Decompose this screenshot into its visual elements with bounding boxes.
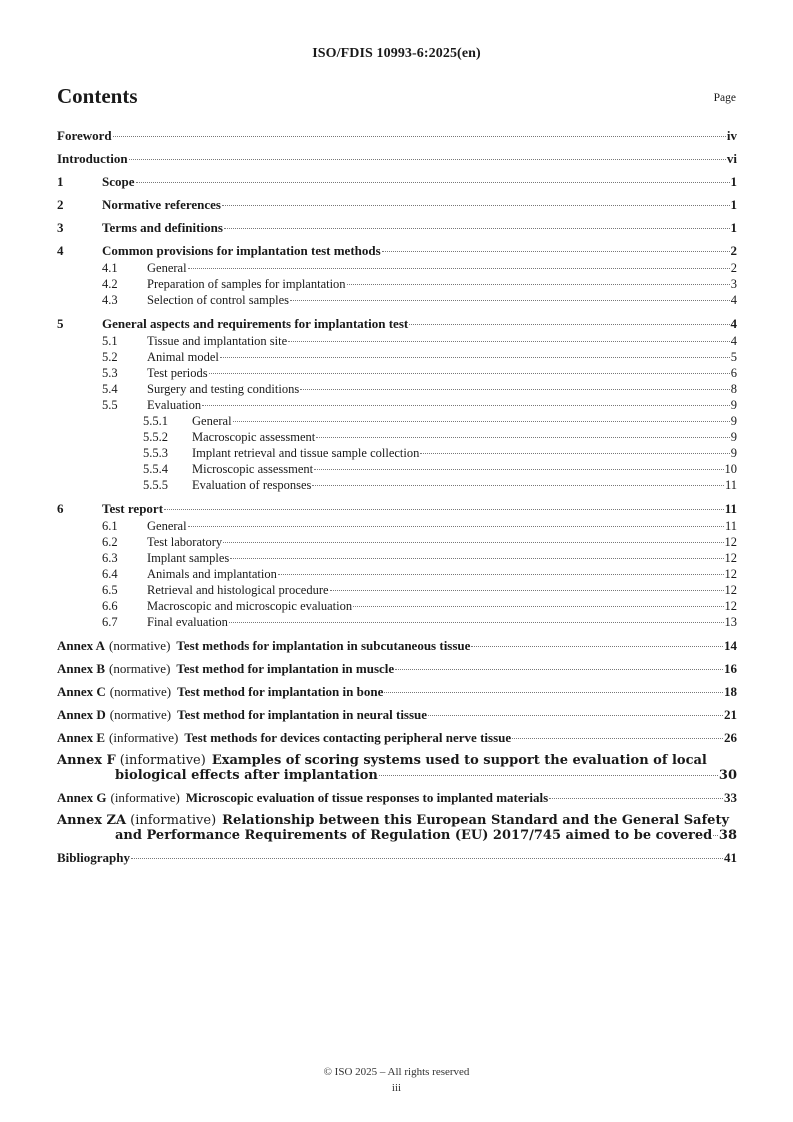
toc-entry-page: 3	[730, 277, 737, 291]
toc-entry-page: 14	[724, 638, 737, 653]
toc-entry-6-3[interactable]	[57, 551, 737, 567]
toc-entry-page: 26	[724, 730, 737, 745]
toc-entry-title: Microscopic assessment	[192, 462, 314, 476]
dot-leader	[202, 405, 730, 406]
annex-type: (normative)	[109, 638, 171, 653]
toc-entry-annex-a[interactable]	[57, 638, 737, 661]
toc-entry-5-1[interactable]	[57, 334, 737, 350]
toc-entry-5-2[interactable]	[57, 350, 737, 366]
annex-type: (informative)	[110, 790, 180, 805]
toc-entry-normative-references[interactable]	[57, 197, 737, 220]
dot-leader	[549, 798, 723, 799]
toc-entry-number: 6.3	[102, 551, 118, 565]
dot-leader	[379, 775, 718, 776]
toc-entry-page: vi	[726, 151, 737, 166]
toc-entry-page: 1	[730, 220, 737, 235]
toc-entry-number: 1	[57, 174, 64, 189]
annex-type: (informative)	[109, 730, 179, 745]
contents-title: Contents	[57, 84, 138, 108]
dot-leader	[384, 692, 723, 693]
toc-entry-title: Test periods	[147, 366, 208, 380]
toc-entry-title-line1: Examples of scoring systems used to support the evaluation of local	[211, 753, 707, 768]
annex-type: (normative)	[109, 661, 171, 676]
dot-leader	[471, 646, 723, 647]
toc-entry-annex-g[interactable]	[57, 790, 737, 813]
toc-entry-number: 4	[57, 243, 64, 258]
toc-entry-title: Implant samples	[147, 551, 230, 565]
toc-entry-title: Test report	[102, 501, 164, 516]
dot-leader	[164, 509, 724, 510]
dot-leader	[131, 858, 723, 859]
toc-entry-page: 11	[724, 478, 737, 492]
annex-label: Annex C	[57, 684, 106, 699]
dot-leader	[330, 590, 724, 591]
toc-entry-page: 12	[724, 567, 737, 581]
toc-entry-annex-d[interactable]	[57, 707, 737, 730]
toc-entry-5-5-2[interactable]	[57, 430, 737, 446]
toc-entry-page: 12	[724, 551, 737, 565]
toc-entry-page: 12	[724, 583, 737, 597]
toc-entry-title-line1: Relationship between this European Standard and the General Safety	[222, 813, 729, 828]
toc-entry-page: iv	[726, 128, 737, 143]
toc-entry-6-2[interactable]	[57, 535, 737, 551]
dot-leader	[288, 341, 730, 342]
toc-entry-5-5-3[interactable]	[57, 446, 737, 462]
toc-entry-annex-f[interactable]	[57, 753, 737, 783]
toc-entry-number: 5.5.1	[143, 414, 168, 428]
toc-entry-page: 9	[730, 430, 737, 444]
toc-entry-number: 6.5	[102, 583, 118, 597]
toc-entry-number: 4.3	[102, 293, 118, 307]
annex-type: (normative)	[109, 707, 172, 722]
toc-entry-title: Macroscopic and microscopic evaluation	[147, 599, 353, 613]
toc-entry-introduction[interactable]	[57, 151, 737, 174]
toc-entry-page: 9	[730, 446, 737, 460]
toc-entry-page: 9	[730, 398, 737, 412]
dot-leader	[220, 357, 730, 358]
toc-entry-number: 4.1	[102, 261, 118, 275]
toc-entry-title: Selection of control samples	[147, 293, 289, 307]
toc-entry-title: Animals and implantation	[147, 567, 277, 581]
dot-leader	[420, 453, 729, 454]
toc-entry-foreword[interactable]	[57, 128, 737, 151]
dot-leader	[188, 268, 730, 269]
toc-entry-number: 5.5.2	[143, 430, 168, 444]
dot-leader	[230, 558, 723, 559]
toc-entry-page: 4	[730, 334, 737, 348]
toc-entry-6-6[interactable]	[57, 599, 737, 615]
toc-entry-bibliography[interactable]	[57, 850, 737, 873]
toc-entry-title: Evaluation of responses	[192, 478, 312, 492]
toc-entry-page: 2	[730, 261, 737, 275]
dot-leader	[713, 835, 718, 836]
dot-leader	[382, 251, 730, 252]
toc-entry-title: Bibliography	[57, 850, 130, 865]
dot-leader	[347, 284, 730, 285]
dot-leader	[188, 526, 724, 527]
dot-leader	[353, 606, 723, 607]
toc-entry-6-7[interactable]	[57, 615, 737, 638]
toc-entry-title: General	[192, 414, 232, 428]
toc-entry-title: Test laboratory	[147, 535, 223, 549]
table-of-contents	[57, 128, 737, 873]
toc-entry-title: Common provisions for implantation test methods	[102, 243, 381, 258]
toc-entry-title: Tissue and implantation site	[147, 334, 288, 348]
toc-entry-5-5[interactable]	[57, 398, 737, 414]
page-column-label: Page	[713, 92, 736, 104]
toc-entry-page: 30	[718, 768, 737, 783]
toc-entry-page: 11	[724, 519, 737, 533]
dot-leader	[136, 182, 730, 183]
toc-entry-page: 38	[718, 828, 737, 843]
toc-entry-page: 1	[730, 197, 737, 212]
toc-entry-title: Terms and definitions	[102, 220, 223, 235]
toc-entry-number: 6.7	[102, 615, 118, 629]
document-id-header: ISO/FDIS 10993-6:2025(en)	[312, 46, 481, 61]
toc-entry-title: Test method for implantation in neural tissue	[177, 707, 428, 722]
toc-entry-page: 41	[724, 850, 737, 865]
toc-entry-title: Retrieval and histological procedure	[147, 583, 329, 597]
page-number: iii	[391, 1082, 402, 1094]
toc-entry-title: Surgery and testing conditions	[147, 382, 300, 396]
dot-leader	[300, 389, 730, 390]
toc-entry-6-1[interactable]	[57, 519, 737, 535]
toc-entry-5-5-4[interactable]	[57, 462, 737, 478]
toc-entry-number: 5.2	[102, 350, 118, 364]
toc-entry-annex-e[interactable]	[57, 730, 737, 753]
dot-leader	[229, 622, 724, 623]
dot-leader	[222, 205, 730, 206]
toc-entry-6-4[interactable]	[57, 567, 737, 583]
annex-label: Annex B	[57, 661, 106, 676]
toc-entry-5-5-5[interactable]	[57, 478, 737, 501]
annex-type: (normative)	[109, 684, 172, 699]
toc-entry-number: 5.5.3	[143, 446, 168, 460]
dot-leader	[316, 437, 730, 438]
toc-entry-title: General	[147, 261, 187, 275]
toc-entry-annex-b[interactable]	[57, 661, 737, 684]
toc-entry-page: 9	[730, 414, 737, 428]
toc-entry-5-5-1[interactable]	[57, 414, 737, 430]
toc-entry-page: 5	[730, 350, 737, 364]
annex-type: (informative)	[119, 753, 206, 768]
dot-leader	[512, 738, 723, 739]
toc-entry-page: 10	[724, 462, 737, 476]
toc-entry-page: 18	[724, 684, 737, 699]
toc-entry-page: 4	[730, 293, 737, 307]
toc-entry-title: General aspects and requirements for implantation test	[102, 316, 409, 331]
toc-entry-number: 6	[57, 501, 64, 516]
toc-entry-number: 5.3	[102, 366, 118, 380]
toc-entry-number: 5.5.5	[143, 478, 168, 492]
toc-entry-title: Animal model	[147, 350, 219, 364]
toc-entry-title: Implant retrieval and tissue sample collection	[192, 446, 420, 460]
toc-entry-title-line2: and Performance Requirements of Regulation (EU) 2017/745 aimed to be covered	[115, 828, 713, 843]
toc-entry-annex-c[interactable]	[57, 684, 737, 707]
toc-entry-scope[interactable]	[57, 174, 737, 197]
toc-entry-title-line2: biological effects after implantation	[115, 768, 378, 783]
dot-leader	[233, 421, 730, 422]
toc-entry-number: 6.6	[102, 599, 118, 613]
dot-leader	[278, 574, 724, 575]
toc-entry-number: 6.4	[102, 567, 118, 581]
toc-entry-section-6[interactable]	[57, 501, 737, 519]
annex-label: Annex ZA	[57, 813, 127, 828]
toc-entry-page: 13	[724, 615, 737, 629]
toc-entry-terms-and-definitions[interactable]	[57, 220, 737, 243]
toc-entry-number: 6.1	[102, 519, 118, 533]
dot-leader	[290, 300, 730, 301]
toc-entry-title: Final evaluation	[147, 615, 228, 629]
toc-entry-annex-za[interactable]	[57, 813, 737, 843]
toc-entry-number: 5	[57, 316, 64, 331]
toc-entry-page: 2	[730, 243, 737, 258]
toc-entry-number: 4.2	[102, 277, 118, 291]
toc-entry-number: 5.4	[102, 382, 118, 396]
toc-entry-title: Evaluation	[147, 398, 202, 412]
annex-label: Annex G	[57, 790, 107, 805]
toc-entry-title: Introduction	[57, 151, 128, 166]
toc-entry-title: Foreword	[57, 128, 112, 143]
toc-entry-page: 21	[724, 707, 737, 722]
toc-entry-4-1[interactable]	[57, 261, 737, 277]
toc-entry-6-5[interactable]	[57, 583, 737, 599]
toc-entry-title: Scope	[102, 174, 135, 189]
toc-entry-page: 16	[724, 661, 737, 676]
toc-entry-number: 3	[57, 220, 64, 235]
toc-entry-number: 2	[57, 197, 64, 212]
toc-entry-title: Test methods for devices contacting peripheral nerve tissue	[184, 730, 512, 745]
annex-label: Annex E	[57, 730, 106, 745]
toc-entry-number: 5.5	[102, 398, 118, 412]
toc-entry-page: 6	[730, 366, 737, 380]
toc-entry-5-3[interactable]	[57, 366, 737, 382]
copyright-notice: © ISO 2025 – All rights reserved	[323, 1066, 470, 1078]
toc-entry-page: 12	[724, 599, 737, 613]
toc-entry-number: 6.2	[102, 535, 118, 549]
toc-entry-number: 5.5.4	[143, 462, 168, 476]
annex-label: Annex D	[57, 707, 106, 722]
dot-leader	[428, 715, 723, 716]
dot-leader	[113, 136, 726, 137]
toc-entry-title: Test method for implantation in bone	[177, 684, 384, 699]
dot-leader	[223, 542, 723, 543]
dot-leader	[209, 373, 730, 374]
toc-entry-title: Preparation of samples for implantation	[147, 277, 346, 291]
toc-entry-number: 5.1	[102, 334, 118, 348]
toc-entry-section-4[interactable]	[57, 243, 737, 261]
annex-type: (informative)	[130, 813, 217, 828]
dot-leader	[395, 669, 723, 670]
toc-entry-title: Microscopic evaluation of tissue responses to implanted materials	[185, 790, 549, 805]
toc-entry-title: Macroscopic assessment	[192, 430, 316, 444]
toc-entry-4-3[interactable]	[57, 293, 737, 316]
annex-label: Annex F	[57, 753, 116, 768]
toc-entry-page: 33	[724, 790, 737, 805]
toc-entry-title: General	[147, 519, 187, 533]
dot-leader	[409, 324, 729, 325]
page-footer	[0, 1066, 793, 1094]
dot-leader	[312, 485, 724, 486]
toc-entry-page: 4	[730, 316, 737, 331]
toc-entry-page: 12	[724, 535, 737, 549]
toc-entry-title: Test methods for implantation in subcutaneous tissue	[176, 638, 471, 653]
toc-entry-section-5[interactable]	[57, 316, 737, 334]
toc-entry-title: Test method for implantation in muscle	[176, 661, 395, 676]
dot-leader	[314, 469, 723, 470]
toc-entry-4-2[interactable]	[57, 277, 737, 293]
toc-entry-page: 11	[724, 501, 737, 516]
dot-leader	[129, 159, 726, 160]
toc-entry-title: Normative references	[102, 197, 221, 212]
toc-entry-page: 8	[730, 382, 737, 396]
dot-leader	[224, 228, 730, 229]
toc-entry-5-4[interactable]	[57, 382, 737, 398]
toc-entry-page: 1	[730, 174, 737, 189]
annex-label: Annex A	[57, 638, 106, 653]
